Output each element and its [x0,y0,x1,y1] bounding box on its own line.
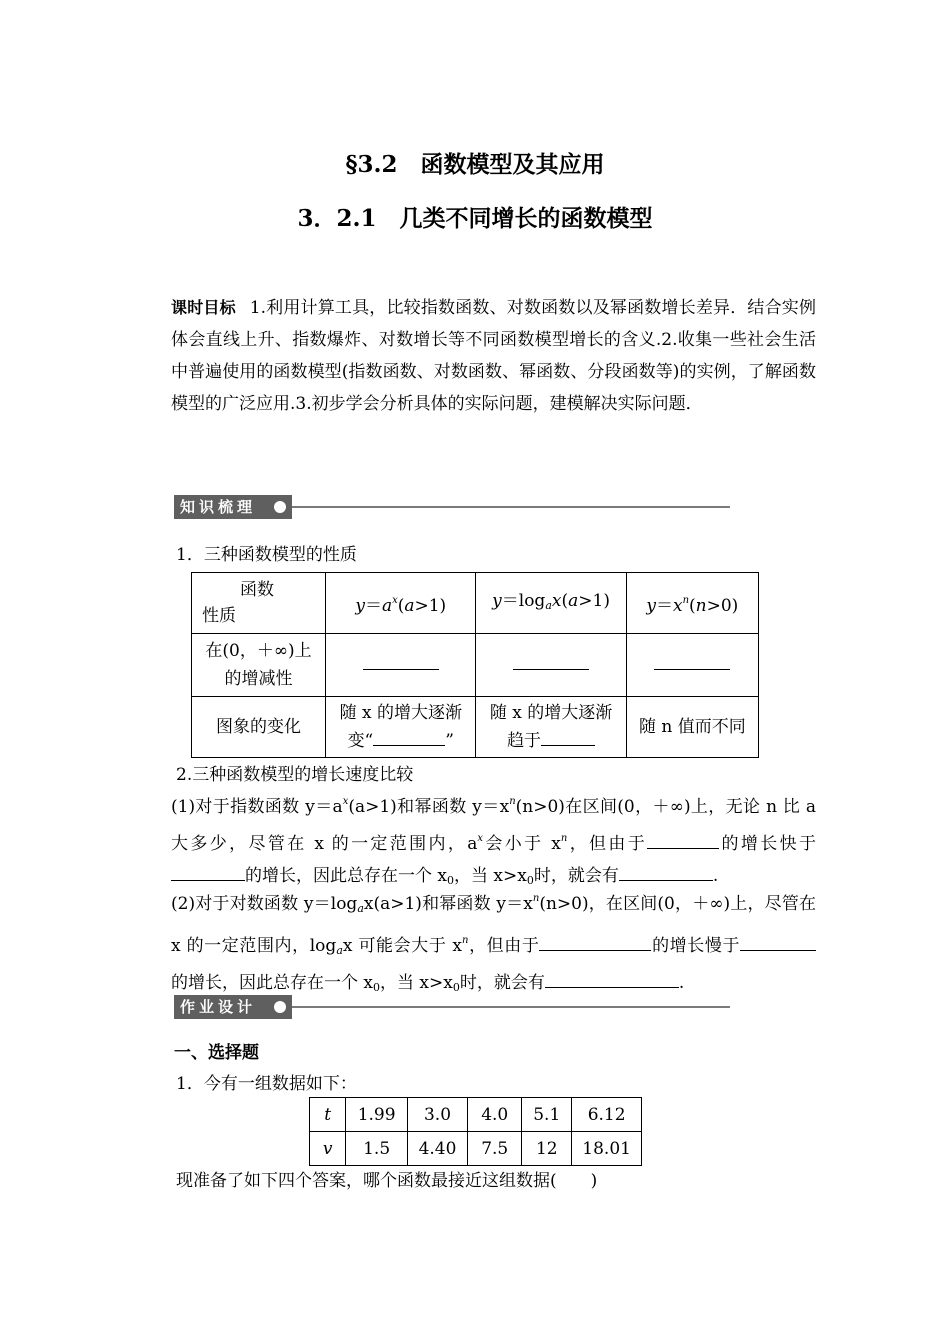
page-title: §3.2 函数模型及其应用 [345,151,605,178]
col-header-log: $y=\log_ax(a>1)$ [476,573,626,634]
item2-paragraph-1: (1)对于指数函数 $y=a^x(a>1)$和幂函数 $y=x^n(n>0)$在区间(0，＋∞)上，无论 n 比 a 大多少，尽管在 x 的一定范围内，$a^x$会小于 $x^n$，但由于 的增长快于的增长，因此总存在一个 $x_0$，当 $x>x_0$时，就会有 . [171,796,817,887]
col-header-pow: $y=x^n(n>0)$ [626,573,758,634]
part-heading: 一、选择题 [174,1043,259,1063]
table-row-t: t 1.99 3.0 4.0 5.1 6.12 [310,1098,642,1132]
function-properties-table [191,572,759,758]
row-label-graph: 图象的变化 [192,697,326,758]
col-header-exp: $y=a^x(a>1)$ [326,573,476,634]
item2-title: 2.三种函数模型的增长速度比较 [176,765,414,785]
goal-label: 课时目标 [171,298,236,317]
table-row-v: v 1.5 4.40 7.5 12 18.01 [310,1132,642,1166]
question-1-prompt: 现准备了如下四个答案，哪个函数最接近这组数据( ) [176,1171,598,1191]
goal-text: 1.利用计算工具，比较指数函数、对数函数以及幂函数增长差异．结合实例体会直线上升、指数爆炸、对数增长等不同函数模型增长的含义.2.收集一些社会生活中普遍使用的函数模型(指数函数、对数函数、幂函数、分段函数等)的实例，了解函数模型的广泛应用.3.初步学会分析具体的实际问题，建模解决实际问题． [171,298,816,414]
question-1-text: 1．今有一组数据如下： [176,1074,357,1094]
data-table [309,1097,642,1166]
divider [292,506,730,508]
row-label-monotonic: 在(0，＋∞)上 的增减性 [192,634,326,697]
blank-cell [326,634,476,697]
page-subtitle: 3．2.1 几类不同增长的函数模型 [297,205,653,232]
graph-exp-cell: 随 x 的增大逐渐 变“ ” [326,697,476,758]
bullet-icon [274,1001,286,1013]
item2-paragraph-2: (2)对于对数函数 $y=\log_ax(a>1)$和幂函数 $y=x^n(n>0)$，在区间(0，＋∞)上，尽管在 x 的一定范围内，$\log_ax$ 可能会大于 $x^n$，但由于 的增长慢于的增长，因此总存在一个 $x_0$，当 $x>x_0$时，就会有 . [171,893,816,994]
blank-cell [476,634,626,697]
bullet-icon [274,501,286,513]
divider [292,1006,730,1008]
learning-goal [171,292,816,420]
section-label: 作业设计 [174,995,292,1019]
graph-log-cell: 随 x 的增大逐渐 趋于 [476,697,626,758]
table-corner: 函数 性质 [192,573,326,634]
item1-title: 1．三种函数模型的性质 [176,545,357,565]
blank-cell [626,634,758,697]
section-label: 知识梳理 [174,495,292,519]
graph-pow-cell: 随 n 值而不同 [626,697,758,758]
